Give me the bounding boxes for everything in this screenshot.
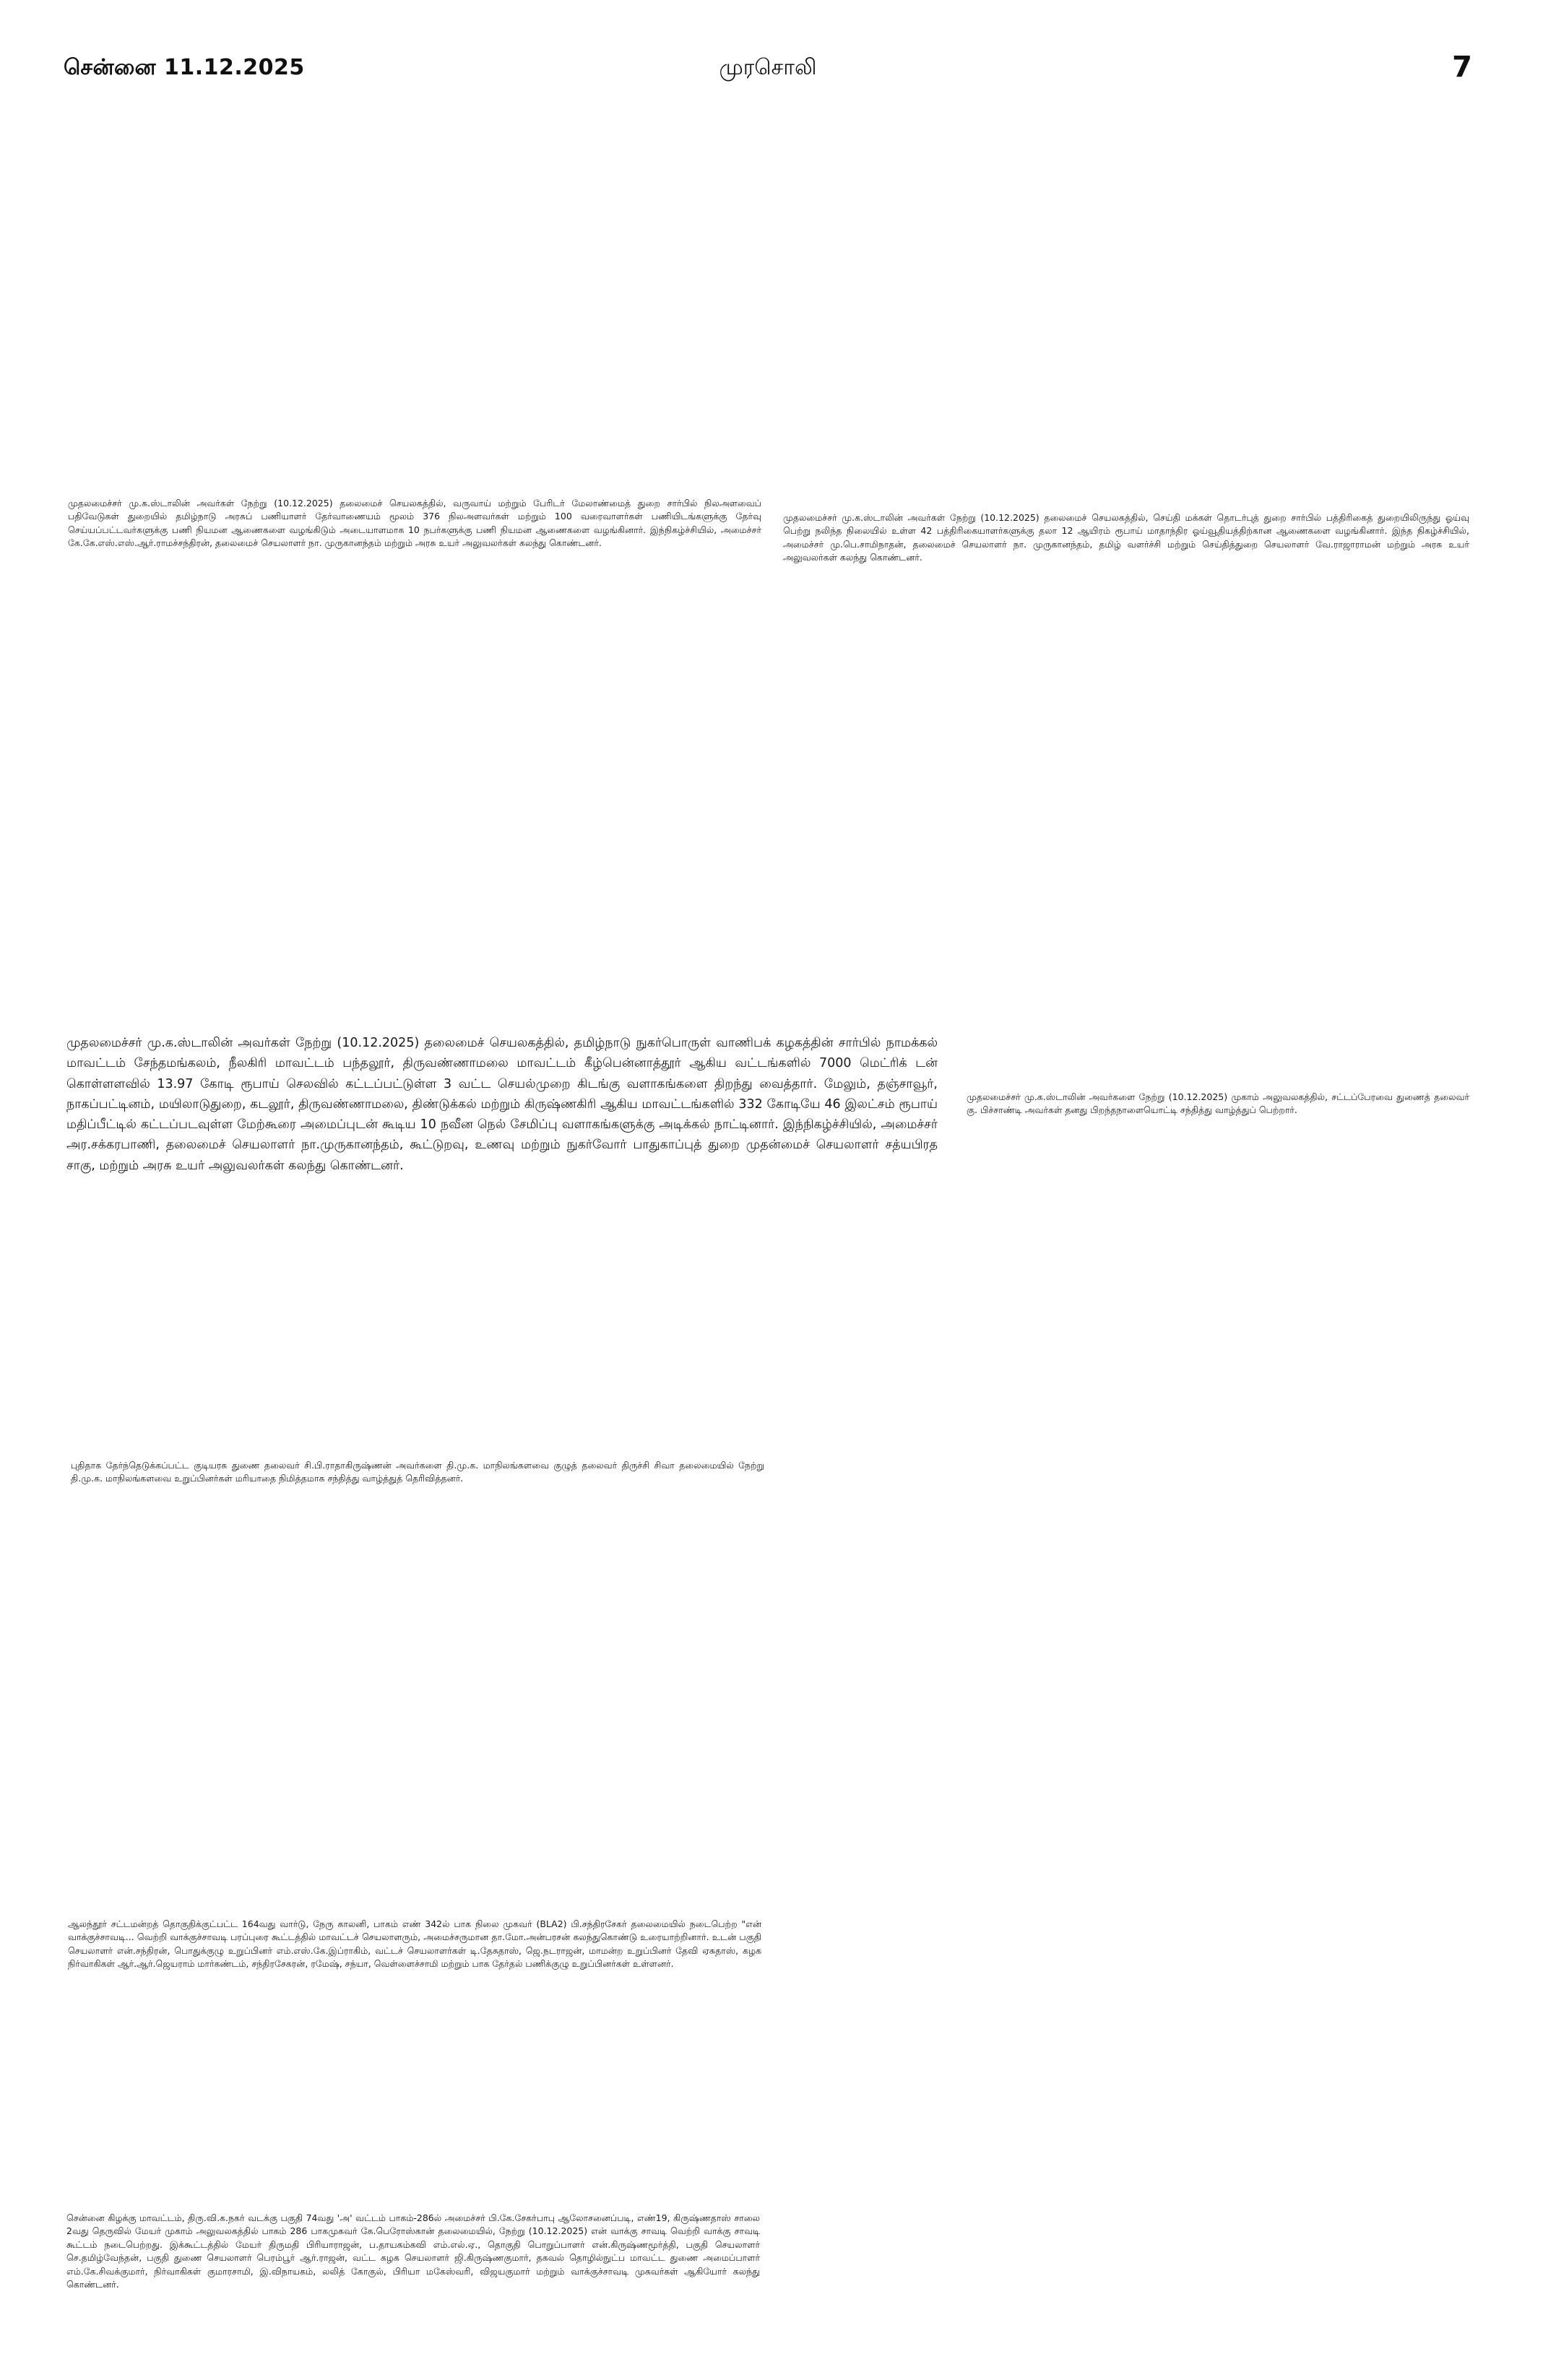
caption-vice-president-meeting: புதிதாக தேர்ந்தெடுக்கப்பட்ட குடியரசு துணை தலைவர் சி.பி.ராதாகிருஷ்ணன் அவர்களை தி.மு.க. மாநிலங்களவை குழுத் தலைவர் திருச்சி சிவா தலைமையில் நேற்று தி.மு.க. மாநிலங்களவை உறுப்பினர்கள் மரியாதை நிமித்தமாக சந்தித்து வாழ்த்துத் தெரிவித்தனர்.	[71, 1460, 764, 1484]
photo-alandur-booth-meeting	[68, 1510, 761, 1911]
photo-chennai-east-booth-meeting	[66, 2015, 760, 2204]
caption-journalists-pension: முதலமைச்சர் மு.க.ஸ்டாலின் அவர்கள் நேற்று (10.12.2025) தலைமைச் செயலகத்தில், செய்தி மக்கள் தொடர்புத் துறை சார்பில் பத்திரிகைத் துறையிலிருந்து ஓய்வு பெற்று நலிந்த நிலையில் உள்ள 42 பத்திரிகையாளர்களுக்கு தலா 12 ஆயிரம் ரூபாய் மாதாந்திர ஓய்வூதியத்திற்கான ஆணைகளை வழங்கினார். இந்த நிகழ்ச்சியில், அமைச்சர் மு.பெ.சாமிநாதன், தலைமைச் செயலாளர் நா. முருகானந்தம், தமிழ் வளர்ச்சி மற்றும் செய்தித்துறை செயலாளர் வே.ராஜாராமன் மற்றும் அரசு உயர் அலுவலர்கள் கலந்து கொண்டனர்.	[783, 512, 1469, 563]
photo-warehouse-inauguration	[66, 600, 938, 1026]
caption-chennai-east-booth-meeting: சென்னை கிழக்கு மாவட்டம், திரு.வி.க.நகர் வடக்கு பகுதி 74வது 'அ' வட்டம் பாகம்-286ல் அமைச்சர் பி.கே.சேகர்பாபு ஆலோசனைப்படி, எண்19, கிருஷ்ணதாஸ் சாலை 2வது தெருவில் மேயர் முகாம் அலுவலகத்தில் பாகம் 286 பாகமுகவர் கே.பெரோஸ்கான் தலைமையில், நேற்று (10.12.2025) என் வாக்கு சாவடி வெற்றி வாக்கு சாவடி கூட்டம் நடைபெற்றது. இக்கூட்டத்தில் மேயர் திருமதி பிரியாராஜன், ப.தாயகம்கவி எம்.எல்.ஏ., தொகுதி பொறுப்பாளர் என்.கிருஷ்ணமூர்த்தி, பகுதி செயலாளர் செ.தமிழ்வேந்தன், பகுதி துணை செயலாளர் பெரம்பூர் ஆர்.ராஜன், வட்ட கழக செயலாளர் ஜி.கிருஷ்ணகுமார், தகவல் தொழில்நுட்ப மாவட்ட துணை அமைப்பாளர் எம்.கே.சிவக்குமார், நிர்வாகிகள் குமாரசாமி, இ.விநாயகம், லலித் கோகுல், பிரியா மகேஸ்வரி, விஜயகுமார் மற்றும் வாக்குச்சாவடி முகவர்கள் ஆகியோர் கலந்து கொண்டனர்.	[66, 2212, 760, 2290]
photo-journalists-pension	[783, 108, 1469, 504]
masthead	[64, 51, 1472, 92]
issue-date: சென்னை 11.12.2025	[64, 55, 305, 80]
caption-warehouse-inauguration: முதலமைச்சர் மு.க.ஸ்டாலின் அவர்கள் நேற்று (10.12.2025) தலைமைச் செயலகத்தில், தமிழ்நாடு நுகர்பொருள் வாணிபக் கழகத்தின் சார்பில் நாமக்கல் மாவட்டம் சேந்தமங்கலம், நீலகிரி மாவட்டம் பந்தலூர், திருவண்ணாமலை மாவட்டம் கீழ்பென்னாத்தூர் ஆகிய வட்டங்களில் 7000 மெட்ரிக் டன் கொள்ளளவில் 13.97 கோடி ரூபாய் செலவில் கட்டப்பட்டுள்ள 3 வட்ட செயல்முறை கிடங்கு வளாகங்களை திறந்து வைத்தார். மேலும், தஞ்சாவூர், நாகப்பட்டினம், மயிலாடுதுறை, கடலூர், திருவண்ணாமலை, திண்டுக்கல் மற்றும் கிருஷ்ணகிரி ஆகிய மாவட்டங்களில் 332 கோடியே 46 இலட்சம் ரூபாய் மதிப்பீட்டில் கட்டப்படவுள்ள மேற்கூரை அமைப்புடன் கூடிய 10 நவீன நெல் சேமிப்பு வளாகங்களுக்கு அடிக்கல் நாட்டினார். இந்நிகழ்ச்சியில், அமைச்சர் அர.சக்கரபாணி, தலைமைச் செயலாளர் நா.முருகானந்தம், கூட்டுறவு, உணவு மற்றும் நுகர்வோர் பாதுகாப்புத் துறை முதன்மைச் செயலாளர் சத்யபிரத சாகு, மற்றும் அரசு உயர் அலுவலர்கள் கலந்து கொண்டனர்.	[66, 1036, 938, 1173]
caption-surveyors-appointment: முதலமைச்சர் மு.க.ஸ்டாலின் அவர்கள் நேற்று (10.12.2025) தலைமைச் செயலகத்தில், வருவாய் மற்றும் பேரிடர் மேலாண்மைத் துறை சார்பில் நிலஅளவைப் பதிவேடுகள் துறையில் தமிழ்நாடு அரசுப் பணியாளர் தேர்வாணையம் மூலம் 376 நிலஅளவர்கள் மற்றும் 100 வரைவாளர்கள் பணியிடங்களுக்கு தேர்வு செய்யப்பட்டவர்களுக்கு பணி நியமன ஆணைகளை வழங்கிடும் அடையாளமாக 10 நபர்களுக்கு பணி நியமன ஆணைகளை வழங்கினார். இந்நிகழ்ச்சியில், அமைச்சர் கே.கே.எஸ்.எஸ்.ஆர்.ராமச்சந்திரன், தலைமைச் செயலாளர் நா. முருகானந்தம் மற்றும் அரசு உயர் அலுவலர்கள் கலந்து கொண்டனர்.	[68, 498, 761, 549]
caption-deputy-speaker-greeting: முதலமைச்சர் மு.க.ஸ்டாலின் அவர்களை நேற்று (10.12.2025) முகாம் அலுவலகத்தில், சட்டப்பேரவை துணைத் தலைவர் கு. பிச்சாண்டி அவர்கள் தனது பிறந்தநாளையொட்டி சந்தித்து வாழ்த்துப் பெற்றார்.	[967, 1091, 1469, 1116]
photo-vice-president-meeting	[71, 1213, 764, 1452]
page-number: 7	[1452, 51, 1472, 84]
newspaper-name: முரசொலி	[719, 55, 817, 80]
photo-deputy-speaker-greeting	[967, 600, 1469, 1083]
caption-alandur-booth-meeting: ஆலந்தூர் சட்டமன்றத் தொகுதிக்குட்பட்ட 164வது வார்டு, நேரு காலனி, பாகம் எண் 342ல் பாக நிலை முகவர் (BLA2) பி.சந்திரசேகர் தலைமையில் நடைபெற்ற "என் வாக்குச்சாவடி... வெற்றி வாக்குச்சாவடி பரப்புரை கூட்டத்தில் மாவட்டச் செயலாளரும், அமைச்சருமான தா.மோ.அன்பரசன் கலந்துகொண்டு உரையாற்றினார். உடன் பகுதி செயலாளர் என்.சந்திரன், பொதுக்குழு உறுப்பினர் எம்.எஸ்.கே.இப்ராகிம், வட்டச் செயலாளர்கள் டி.தேசுதாஸ், ஜெ.நடராஜன், மாமன்ற உறுப்பினர் தேவி ஏசுதாஸ், கழக நிர்வாகிகள் ஆர்.ஆர்.ஜெயராம் மார்கண்டம், சந்திரசேகரன், ரமேஷ், சந்யா, வெள்ளைச்சாமி மற்றும் பாக தேர்தல் பணிக்குழு உறுப்பினர்கள் உள்ளனர்.	[68, 1918, 761, 1970]
photo-surveyors-appointment	[68, 108, 761, 490]
